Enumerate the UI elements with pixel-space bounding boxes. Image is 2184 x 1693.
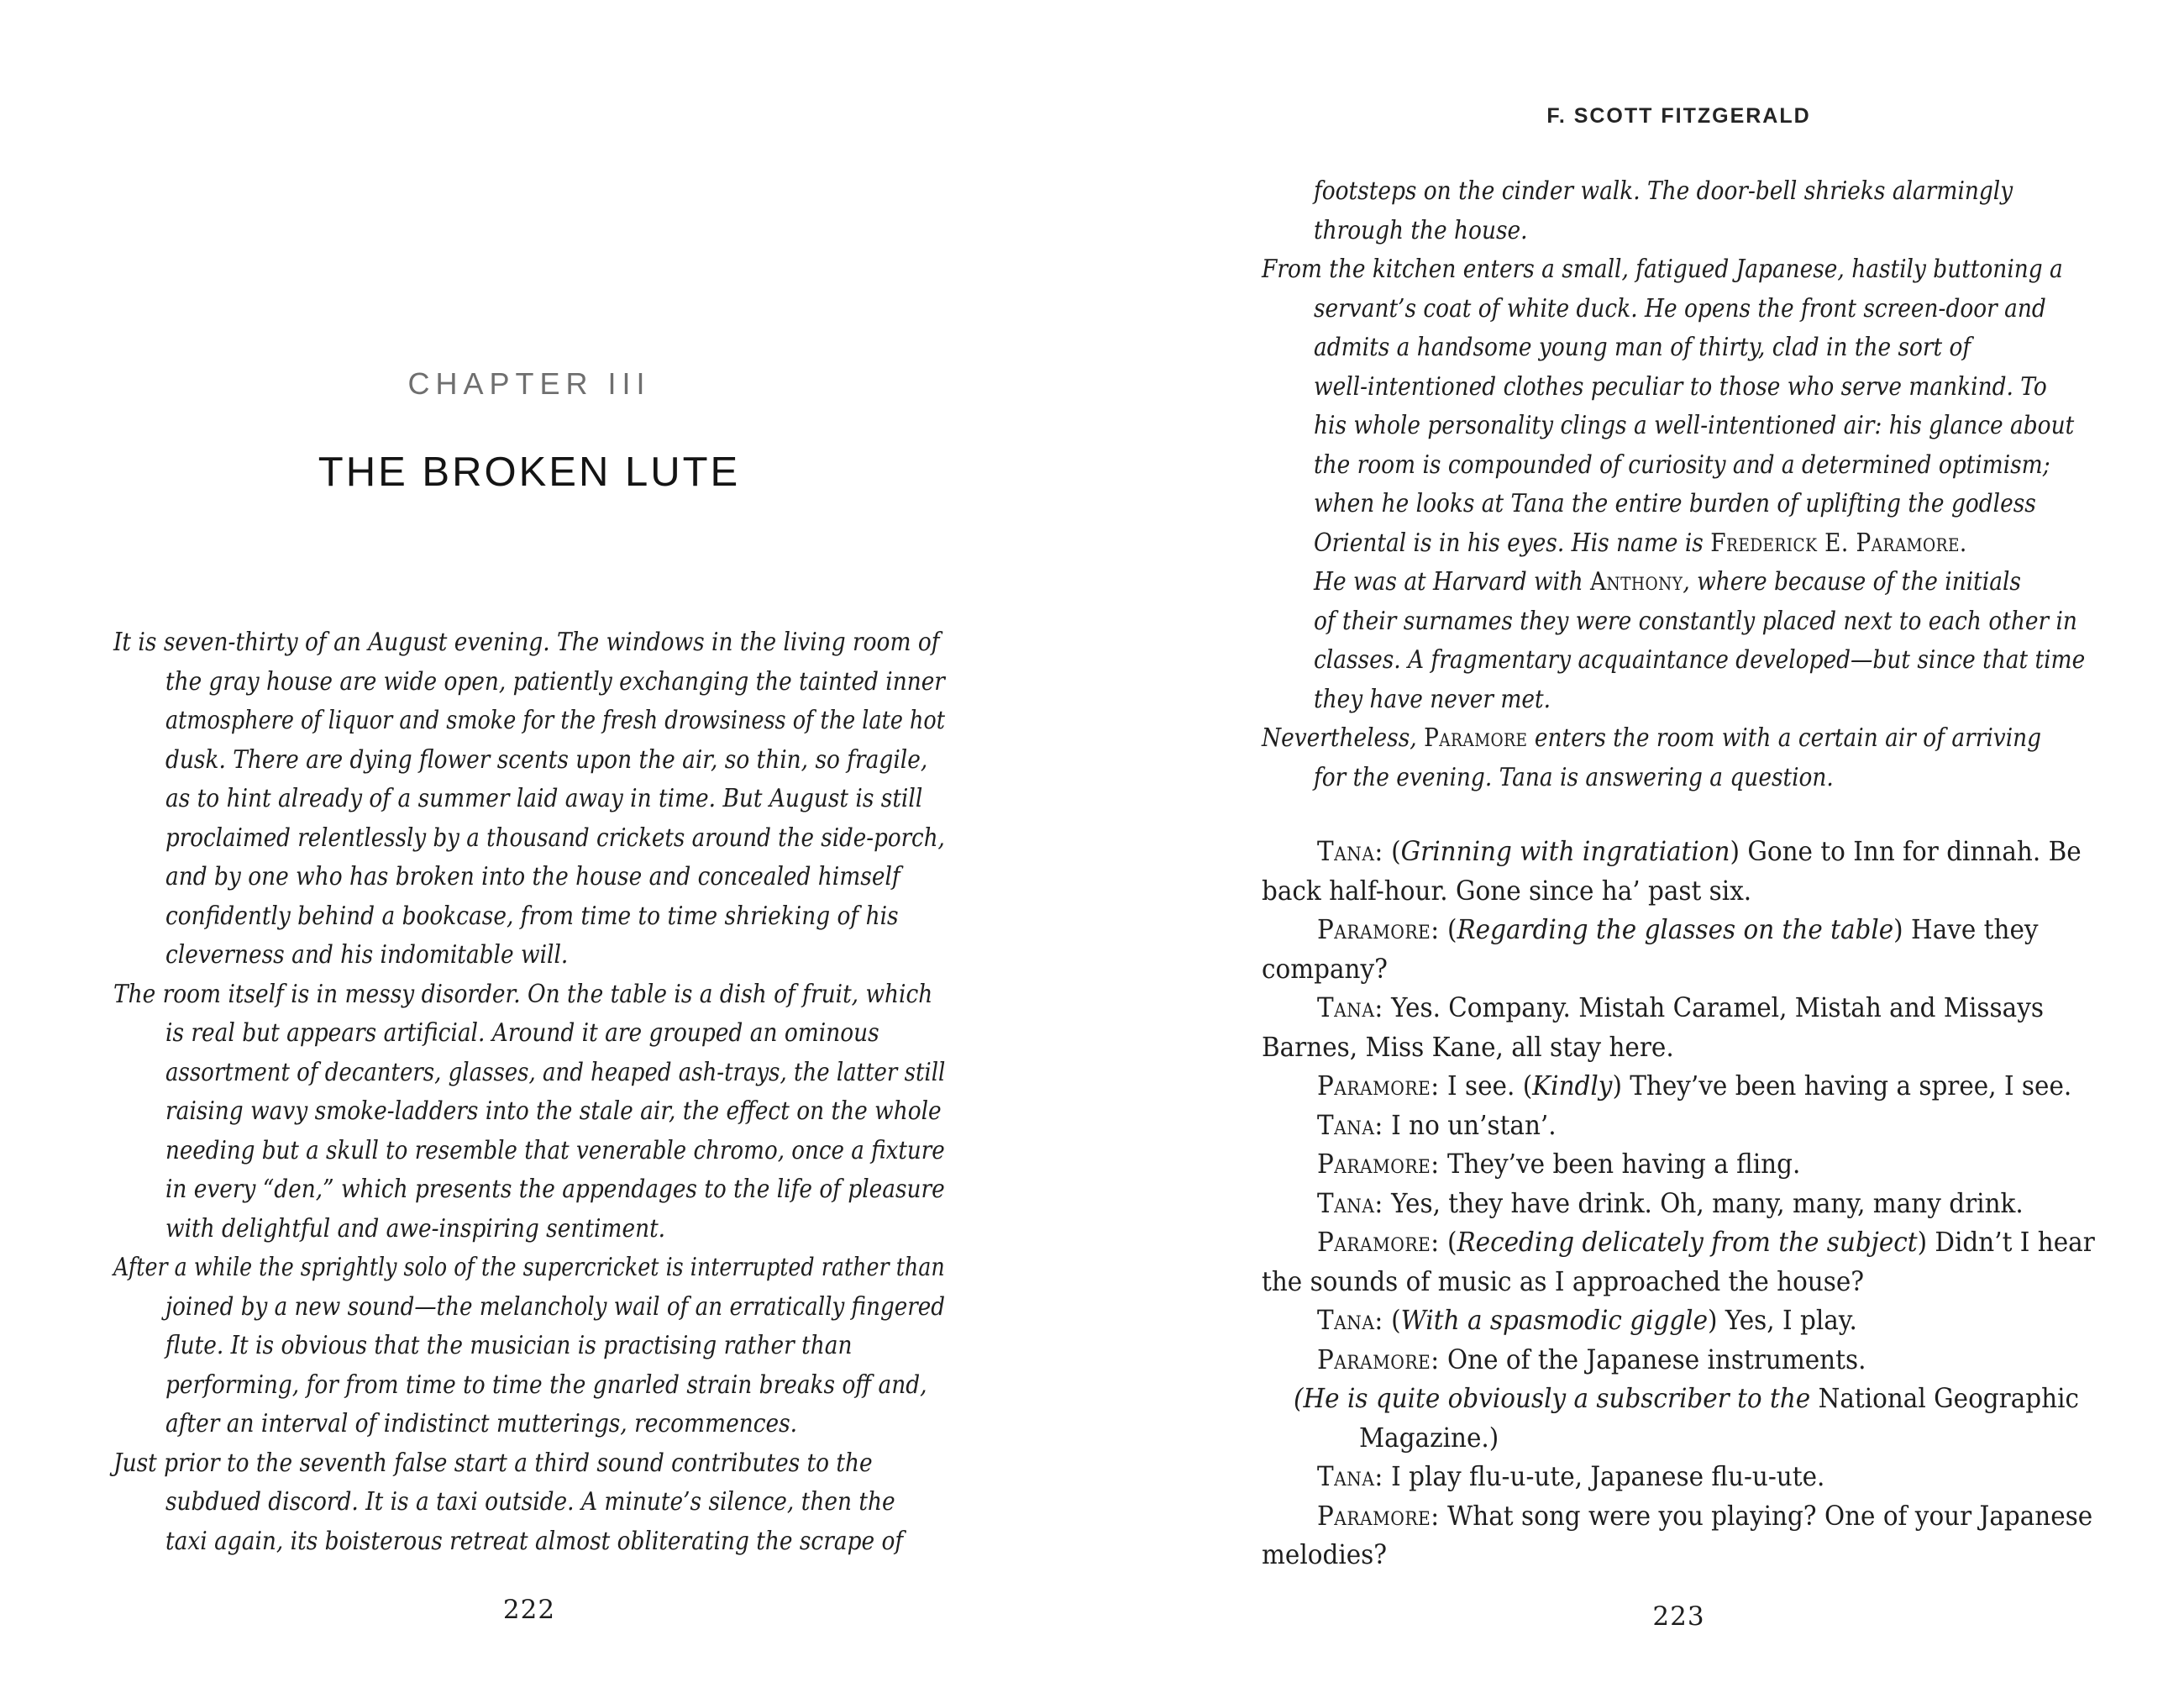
character-name: Anthony [1590,567,1683,597]
text-line [165,780,945,819]
text-line [165,1054,945,1093]
text-line [1314,212,2096,251]
text-segment: performing, for from time to time the gnarled strain breaks off and, [165,1370,927,1400]
text-line [165,1483,945,1522]
text-line [1317,1496,2096,1536]
right-page-number: 223 [1652,1601,1705,1632]
text-line [1317,1301,2096,1340]
text-segment: through the house. [1314,215,1528,245]
text-segment: flute. It is obvious that the musician is practising rather than [165,1331,853,1360]
text-segment: classes. A fragmentary acquaintance developed—but since that time [1314,645,2086,675]
text-segment: they have never met. [1314,684,1551,714]
character-name: Tana: [1317,991,1383,1023]
character-name: Tana: [1317,1108,1383,1141]
character-name: Tana: [1317,1186,1383,1219]
text-segment: ( [1439,1226,1457,1258]
text-segment: What song were you playing? One of your Japanese [1439,1499,2093,1532]
text-line [1314,329,2096,368]
text-line [1317,1222,2096,1262]
text-line [1317,1106,2096,1145]
text-segment: Just prior to the seventh false start a third sound contributes to the [113,1448,873,1478]
text-segment: ) Yes, I play. [1708,1304,1857,1336]
chapter-label: CHAPTER III [407,366,651,401]
text-segment: With a spasmodic giggle [1400,1304,1709,1336]
text-segment: dusk. There are dying flower scents upon the air, so thin, so fragile, [165,744,928,775]
character-name: Paramore: [1317,1499,1440,1532]
text-segment: in every “den,” which presents the appendages to the life of pleasure [165,1175,945,1204]
text-segment: assortment of decanters, glasses, and heaped ash-trays, the latter still [165,1057,946,1087]
text-line [1262,1028,2096,1067]
text-line [165,819,945,859]
text-segment: servant’s coat of white duck. He opens the front screen-door and [1314,293,2046,323]
text-line [165,897,945,937]
text-segment: company? [1262,952,1388,985]
text-line [165,741,945,781]
text-line [1317,1340,2096,1380]
text-line [1314,602,2096,642]
text-line [1317,832,2096,871]
text-line [165,702,945,741]
text-line [113,623,945,663]
right-page-dialogue [1262,832,2096,1575]
text-line [1262,949,2096,989]
text-line [1317,910,2096,949]
text-segment: the room is compounded of curiosity and a determined optimism; [1314,450,2050,480]
text-line [1262,250,2096,290]
text-segment: the gray house are wide open, patiently exchanging the tainted inner [165,666,945,697]
text-segment: is real but appears artificial. Around it are grouped an ominous [165,1018,879,1048]
text-line [1314,759,2096,798]
text-segment: melodies? [1262,1538,1388,1570]
text-segment: I see. ( [1439,1070,1533,1102]
text-line [1314,290,2096,329]
text-line [1317,988,2096,1028]
text-line [165,1366,945,1406]
text-line [1317,1144,2096,1184]
text-line [1317,1184,2096,1223]
text-segment: admits a handsome young man of thirty, clad in the sort of [1314,333,1971,362]
text-line [1294,1379,2096,1418]
text-segment: ) They’ve been having a spree, I see. [1612,1070,2072,1102]
text-segment: ) Didn’t I hear [1917,1226,2095,1258]
text-segment: subdued discord. It is a taxi outside. A minute’s silence, then the [165,1487,895,1517]
text-segment: They’ve been having a fling. [1439,1148,1801,1180]
right-page-stage-directions [1262,172,2096,797]
text-segment: I no un’stan’. [1383,1108,1557,1141]
text-segment: ) Have they [1893,913,2039,945]
text-segment: Magazine.) [1359,1421,1499,1454]
running-header-author: F. SCOTT FITZGERALD [1546,104,1811,128]
text-segment: Regarding the glasses on the table [1457,913,1894,945]
text-line [165,1210,945,1249]
text-segment: and by one who has broken into the house and concealed himself [165,862,900,891]
text-segment: He was at Harvard with [1314,567,1591,597]
text-line [165,858,945,897]
text-segment: After a while the sprightly solo of the supercricket is interrupted rather than [113,1253,945,1282]
text-line [1262,1535,2096,1575]
text-segment: One of the Japanese instruments. [1439,1343,1866,1375]
text-line [165,1288,945,1328]
text-segment: cleverness and his indomitable will. [165,940,569,970]
text-segment: Oriental is in his eyes. His name is [1314,528,1711,558]
text-line [165,1170,945,1210]
text-segment: Receding delicately from the subject [1457,1226,1918,1258]
text-segment: needing but a skull to resemble that venerable chromo, once a fixture [165,1135,945,1165]
text-segment: The room itself is in messy disorder. On the table is a dish of fruit, which [113,979,933,1009]
text-segment: ( [1383,1304,1401,1336]
text-line [165,1522,945,1562]
left-page [113,0,945,1693]
character-name: Paramore: [1317,913,1440,945]
text-line [1314,524,2096,564]
text-segment: National Geographic [1818,1382,2079,1414]
character-name: Paramore: [1317,1343,1440,1375]
chapter-title: THE BROKEN LUTE [318,450,741,495]
text-line [1314,407,2096,446]
character-name: Paramore: [1317,1148,1440,1180]
text-line [165,1132,945,1171]
text-segment: his whole personality clings a well-intentioned air: his glance about [1314,411,2075,440]
text-segment: back half-hour. Gone since ha’ past six. [1262,874,1752,907]
text-segment: raising wavy smoke-ladders into the stale air, the effect on the whole [165,1096,942,1126]
text-line [1314,172,2096,212]
text-segment: with delightful and awe-inspiring sentiment. [165,1213,666,1243]
text-line [165,663,945,702]
character-name: Frederick E. Paramore. [1710,528,1967,558]
text-line [1314,681,2096,720]
text-line [1317,1457,2096,1496]
text-segment: enters the room with a certain air of arriving [1527,723,2042,753]
character-name: Tana: [1317,1304,1383,1336]
character-name: Paramore: [1317,1070,1440,1102]
text-line [1262,719,2096,759]
text-segment: proclaimed relentlessly by a thousand crickets around the side-porch, [165,823,945,853]
text-segment: Nevertheless, [1262,723,1425,753]
text-line [165,1092,945,1132]
text-segment: I play flu-u-ute, Japanese flu-u-ute. [1383,1460,1825,1492]
text-line [1314,563,2096,602]
text-segment: ( [1439,913,1457,945]
text-line [165,1405,945,1444]
text-segment: when he looks at Tana the entire burden of uplifting the godless [1314,489,2036,518]
character-name: Tana: [1317,1460,1383,1492]
text-segment: as to hint already of a summer laid away in time. But August is still [165,784,923,813]
text-line [1359,1418,2096,1458]
text-segment: Barnes, Miss Kane, all stay here. [1262,1030,1674,1063]
text-segment: after an interval of indistinct mutterings, recommences. [165,1409,798,1438]
text-segment: From the kitchen enters a small, fatigued Japanese, hastily buttoning a [1262,255,2063,284]
text-line [1262,1262,2096,1301]
text-segment: It is seven-thirty of an August evening. The windows in the living room of [113,628,940,657]
text-segment: Grinning with ingratiation [1400,835,1730,867]
text-segment: well-intentioned clothes peculiar to those who serve mankind. To [1314,371,2047,402]
text-segment: atmosphere of liquor and smoke for the fresh drowsiness of the late hot [165,706,945,735]
text-segment: joined by a new sound—the melancholy wail of an erratically fingered [165,1291,946,1322]
character-name: Paramore [1424,723,1528,753]
text-segment: the sounds of music as I approached the house? [1262,1264,1865,1297]
text-line [1314,485,2096,524]
text-line [1262,871,2096,911]
text-segment: , where because of the initials [1683,567,2021,597]
right-page [1262,0,2096,1693]
text-line [1317,1066,2096,1106]
text-line [1314,641,2096,681]
text-line [1314,446,2096,486]
left-page-number: 222 [502,1595,556,1625]
character-name: Tana: [1317,835,1383,867]
text-line [113,1444,945,1484]
text-segment: confidently behind a bookcase, from time to time shrieking of his [165,901,899,931]
text-segment: (He is quite obviously a subscriber to the [1294,1382,1819,1414]
text-line [165,1014,945,1054]
character-name: Paramore: [1317,1226,1440,1258]
text-segment: taxi again, its boisterous retreat almost obliterating the scrape of [165,1526,904,1556]
left-page-stage-directions [113,623,945,1561]
text-line [1314,368,2096,407]
text-line [113,1249,945,1288]
text-segment: Kindly [1532,1070,1613,1102]
text-segment: ( [1383,835,1401,867]
text-segment: Yes. Company. Mistah Caramel, Mistah and Missays [1383,991,2044,1023]
text-segment: Yes, they have drink. Oh, many, many, many drink. [1383,1186,2024,1219]
text-line [165,1327,945,1366]
text-segment: footsteps on the cinder walk. The door-bell shrieks alarmingly [1314,176,2013,206]
text-line [113,975,945,1015]
text-segment: for the evening. Tana is answering a question. [1314,762,1834,792]
text-segment: of their surnames they were constantly placed next to each other in [1314,606,2077,636]
text-segment: ) Gone to Inn for dinnah. Be [1730,835,2082,867]
text-line [165,936,945,975]
